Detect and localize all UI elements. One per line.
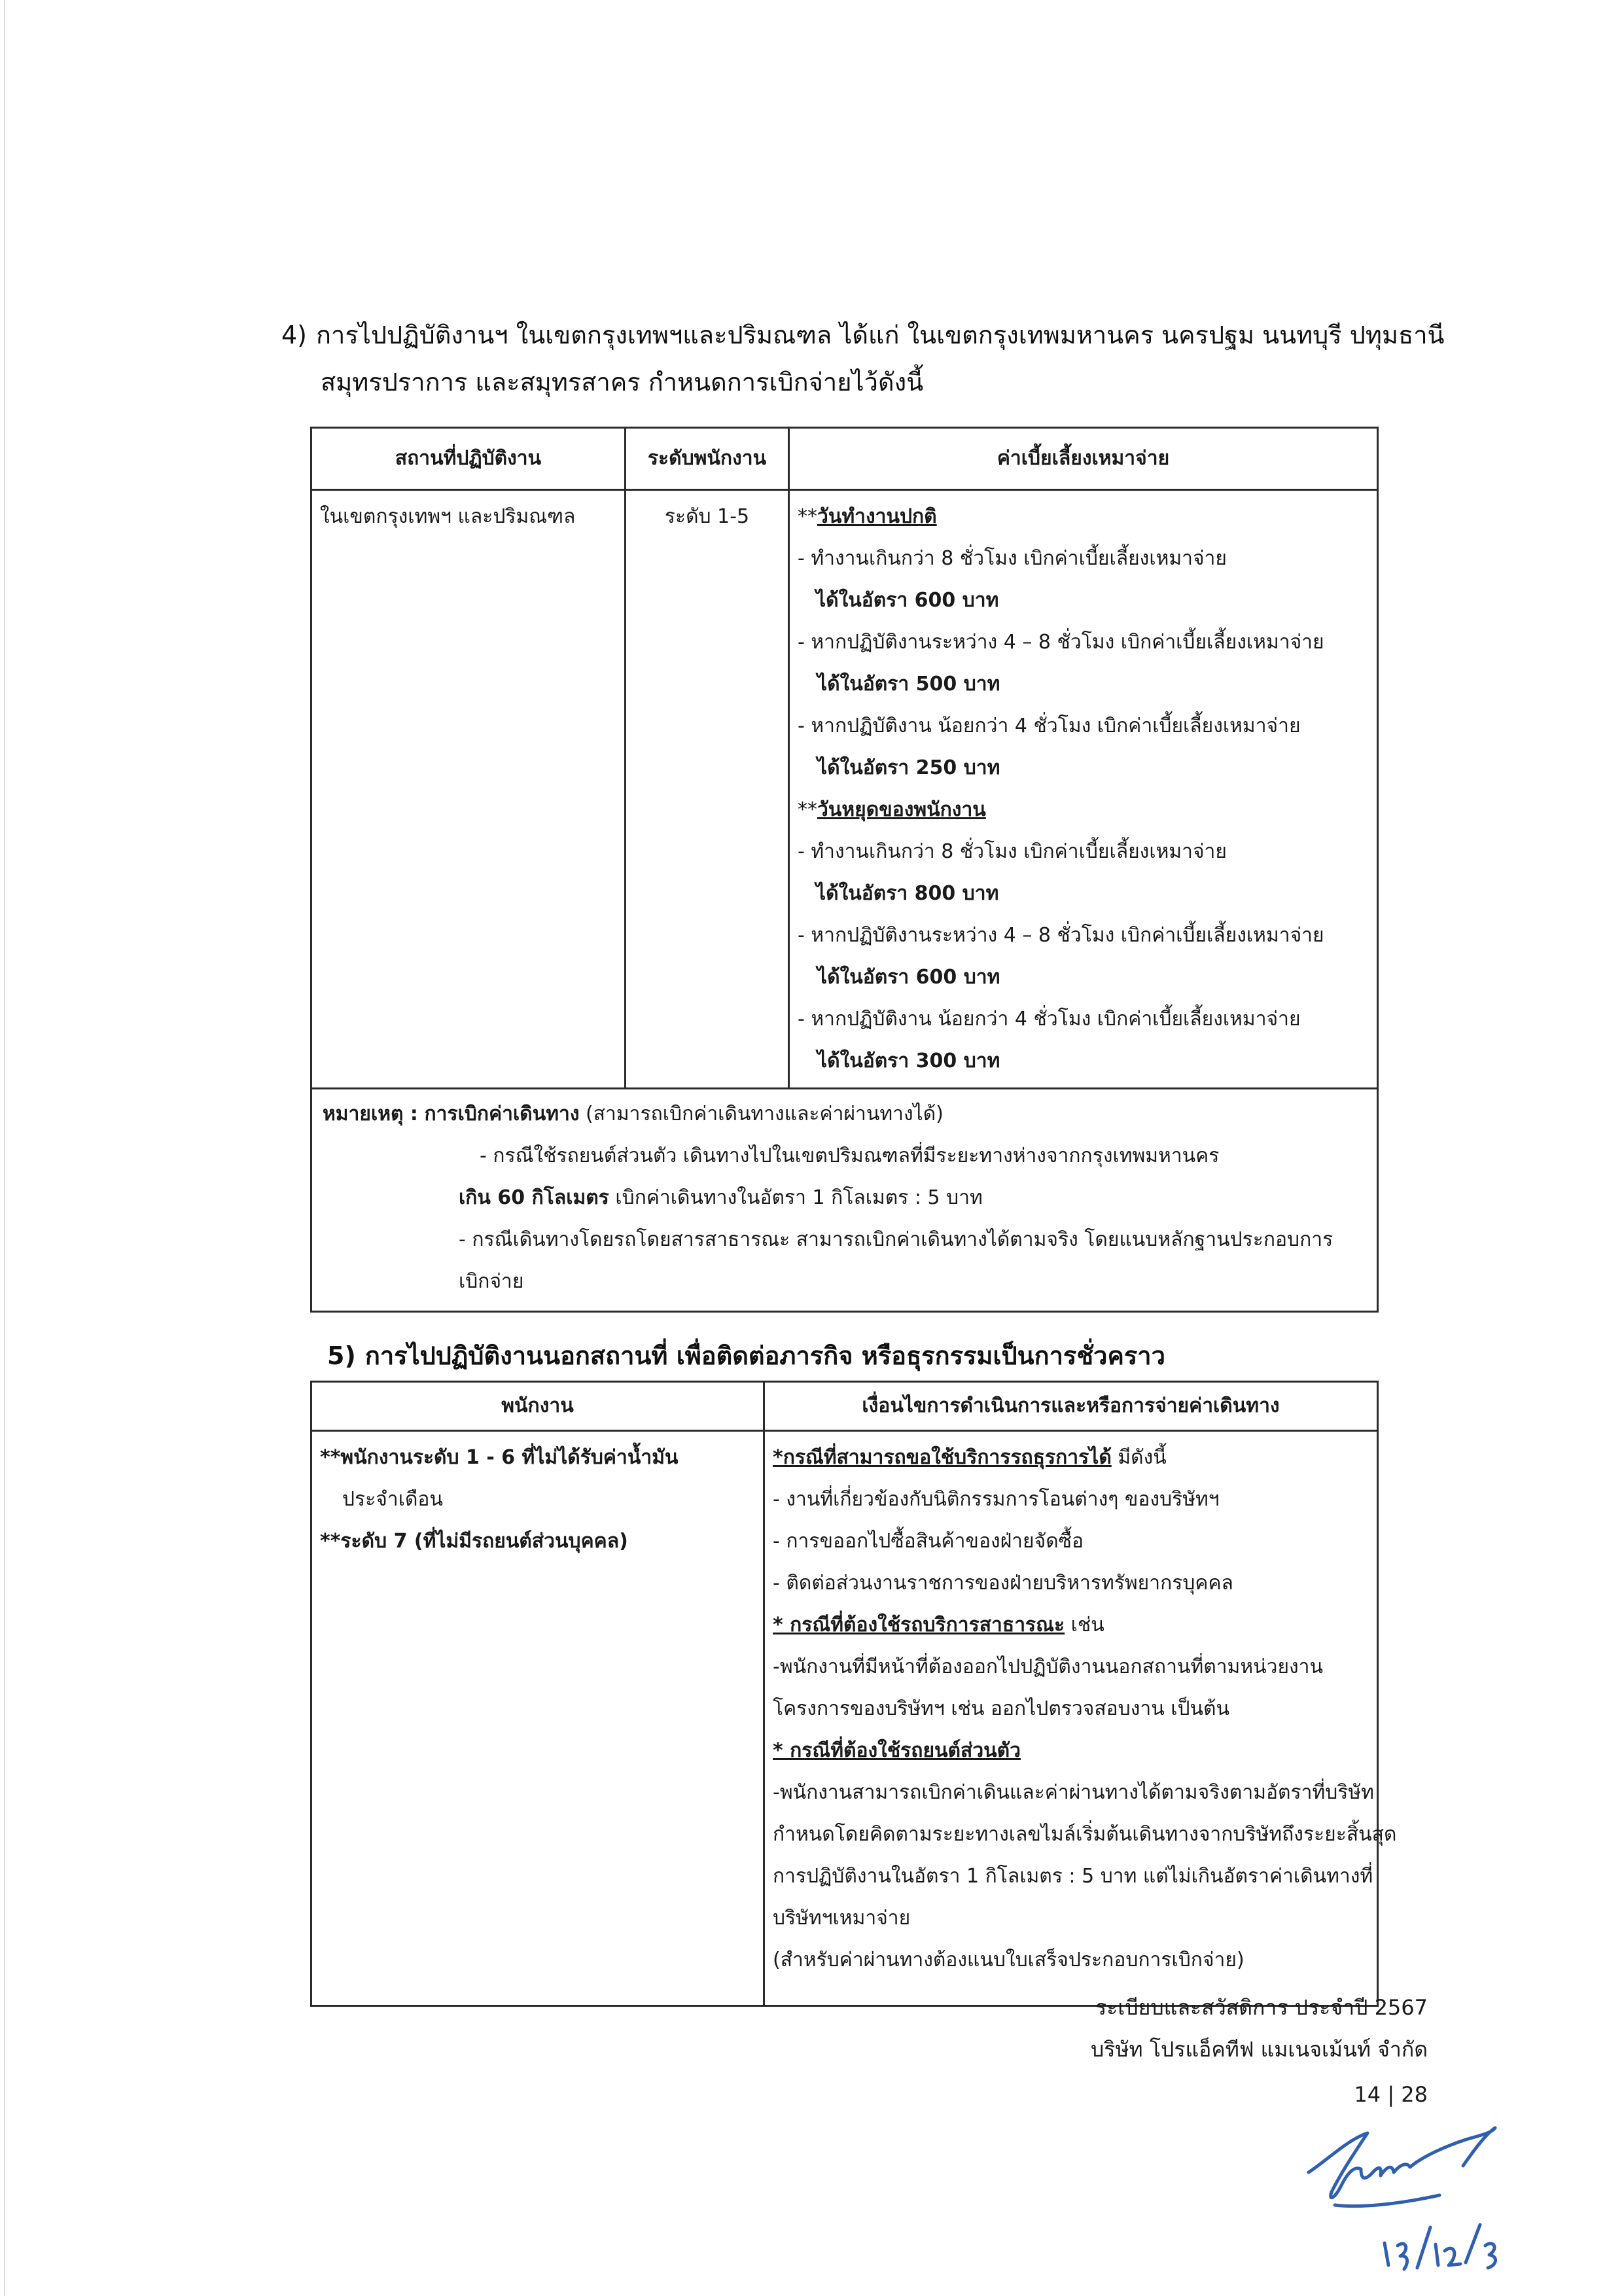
footer-regulation-title: ระเบียบและสวัสดิการ ประจำปี 2567 (1095, 1995, 1428, 2020)
case-3-item-3: การปฏิบัติงานในอัตรา 1 กิโลเมตร : 5 บาท แต่ไม่เกินอัตราค่าเดินทางที่ (773, 1865, 1373, 1888)
case-1-heading: *กรณีที่สามารถขอใช้บริการรถธุรการได้ มีดังนี้ (773, 1446, 1167, 1469)
signature-date-strokes (1385, 2225, 1496, 2269)
handwritten-signature (1269, 2094, 1544, 2277)
footer-company-name: บริษัท โปรแอ็คทีฟ แมเนจเม้นท์ จำกัด (1090, 2037, 1428, 2062)
normal-day-item-3-rate: ได้ในอัตรา 250 บาท (817, 756, 1000, 779)
note-line-3: - กรณีเดินทางโดยรถโดยสารสาธารณะ สามารถเบิกค่าเดินทางได้ตามจริง โดยแนบหลักฐานประกอบการ (459, 1228, 1333, 1251)
section-4-title-line1: การไปปฏิบัติงานฯ ในเขตกรุงเทพฯและปริมณฑล ได้แก่ ในเขตกรุงเทพมหานคร นครปฐม นนทบุรี ปทุมธานี (316, 321, 1445, 349)
level-text: ระดับ 1-5 (664, 505, 750, 528)
case-1-item-2: - การขออกไปซื้อสินค้าของฝ่ายจัดซื้อ (773, 1530, 1084, 1553)
case-3-item-2: กำหนดโดยคิดตามระยะทางเลขไมล์เริ่มต้นเดินทางจากบริษัทถึงระยะสิ้นสุด (773, 1823, 1397, 1846)
case-2-item-1: -พนักงานที่มีหน้าที่ต้องออกไปปฏิบัติงานนอกสถานที่ตามหน่วยงาน (773, 1655, 1324, 1678)
conditions-cell (764, 1431, 1397, 2006)
employee-line-2: ประจำเดือน (342, 1488, 443, 1511)
holiday-item-1-text: - ทำงานเกินกว่า 8 ชั่วโมง เบิกค่าเบี้ยเลี้ยงเหมาจ่าย (798, 840, 1227, 863)
normal-day-item-2-text: - หากปฏิบัติงานระหว่าง 4 – 8 ชั่วโมง เบิกค่าเบี้ยเลี้ยงเหมาจ่าย (798, 631, 1324, 654)
offsite-table-row (311, 1431, 1378, 2006)
section-4-heading (281, 315, 1445, 402)
header-location: สถานที่ปฏิบัติงาน (311, 428, 626, 490)
header-conditions: เงื่อนไขการดำเนินการและหรือการจ่ายค่าเดินทาง (764, 1382, 1378, 1431)
case-1-item-1: - งานที่เกี่ยวข้องกับนิติกรรมการโอนต่างๆ ของบริษัทฯ (773, 1488, 1220, 1511)
holiday-item-2-text: - หากปฏิบัติงานระหว่าง 4 – 8 ชั่วโมง เบิกค่าเบี้ยเลี้ยงเหมาจ่าย (798, 924, 1324, 947)
note-line-1: - กรณีใช้รถยนต์ส่วนตัว เดินทางไปในเขตปริมณฑลที่มีระยะทางห่างจากกรุงเทพมหานคร (480, 1144, 1220, 1167)
employee-line-1: **พนักงานระดับ 1 - 6 ที่ไม่ได้รับค่าน้ำมัน (320, 1446, 679, 1469)
note-line-4: เบิกจ่าย (459, 1270, 524, 1293)
allowance-table (310, 427, 1379, 1313)
section-5-heading (327, 1336, 1165, 1375)
case-2-heading: * กรณีที่ต้องใช้รถบริการสาธารณะ เช่น (773, 1614, 1104, 1636)
holiday-item-3-text: - หากปฏิบัติงาน น้อยกว่า 4 ชั่วโมง เบิกค่าเบี้ยเลี้ยงเหมาจ่าย (798, 1008, 1301, 1031)
section-5-number: 5) (327, 1341, 356, 1370)
case-1-item-3: - ติดต่อส่วนงานราชการของฝ่ายบริหารทรัพยากรบุคคล (773, 1572, 1233, 1595)
note-line-2: เกิน 60 กิโลเมตร เบิกค่าเดินทางในอัตรา 1 กิโลเมตร : 5 บาท (459, 1186, 983, 1209)
normal-day-title: **วันทำงานปกติ (798, 505, 937, 528)
holiday-item-1-rate: ได้ในอัตรา 800 บาท (816, 882, 999, 905)
employee-cell (311, 1431, 764, 2006)
case-2-item-2: โครงการของบริษัทฯ เช่น ออกไปตรวจสอบงาน เป็นต้น (773, 1697, 1230, 1720)
allowance-table-header (311, 428, 1378, 490)
normal-day-item-2-rate: ได้ในอัตรา 500 บาท (817, 673, 1000, 696)
allowance-cell (789, 490, 1378, 1089)
normal-day-item-1-text: - ทำงานเกินกว่า 8 ชั่วโมง เบิกค่าเบี้ยเลี้ยงเหมาจ่าย (798, 547, 1227, 570)
employee-line-3: **ระดับ 7 (ที่ไม่มีรถยนต์ส่วนบุคคล) (320, 1530, 628, 1553)
normal-day-item-3-text: - หากปฏิบัติงาน น้อยกว่า 4 ชั่วโมง เบิกค่าเบี้ยเลี้ยงเหมาจ่าย (798, 715, 1301, 737)
signature-stroke (1309, 2128, 1495, 2198)
header-level: ระดับพนักงาน (626, 428, 789, 490)
location-cell (311, 490, 626, 1089)
holiday-item-3-rate: ได้ในอัตรา 300 บาท (817, 1050, 1000, 1072)
note-cell (311, 1089, 1378, 1312)
location-text: ในเขตกรุงเทพฯ และปริมณฑล (320, 505, 576, 528)
case-3-heading: * กรณีที่ต้องใช้รถยนต์ส่วนตัว (773, 1739, 1021, 1762)
note-row (311, 1089, 1378, 1312)
header-allowance: ค่าเบี้ยเลี้ยงเหมาจ่าย (789, 428, 1378, 490)
allowance-table-row (311, 490, 1378, 1089)
page-edge-line (4, 0, 5, 2296)
header-employee: พนักงาน (311, 1382, 764, 1431)
note-heading: หมายเหตุ : การเบิกค่าเดินทาง (สามารถเบิกค่าเดินทางและค่าผ่านทางได้) (323, 1103, 944, 1125)
section-4-title-line2: สมุทรปราการ และสมุทรสาคร กำหนดการเบิกจ่ายไว้ดังนี้ (321, 368, 924, 397)
case-3-item-1: -พนักงานสามารถเบิกค่าเดินและค่าผ่านทางได้ตามจริงตามอัตราที่บริษัท (773, 1781, 1374, 1804)
holiday-title: **วันหยุดของพนักงาน (798, 798, 986, 821)
case-3-item-5: (สำหรับค่าผ่านทางต้องแนบใบเสร็จประกอบการเบิกจ่าย) (773, 1949, 1244, 1971)
section-5-title: การไปปฏิบัติงานนอกสถานที่ เพื่อติดต่อภารกิจ หรือธุรกรรมเป็นการชั่วคราว (364, 1341, 1165, 1370)
case-3-item-4: บริษัทฯเหมาจ่าย (773, 1907, 911, 1930)
level-cell (626, 490, 789, 1089)
holiday-item-2-rate: ได้ในอัตรา 600 บาท (817, 966, 1000, 989)
signature-underline (1335, 2195, 1439, 2206)
section-4-number: 4) (281, 321, 308, 349)
offsite-table-header (311, 1382, 1378, 1431)
page-number: 14 | 28 (1354, 2082, 1428, 2107)
normal-day-item-1-rate: ได้ในอัตรา 600 บาท (816, 589, 999, 612)
offsite-work-table (310, 1381, 1397, 2007)
